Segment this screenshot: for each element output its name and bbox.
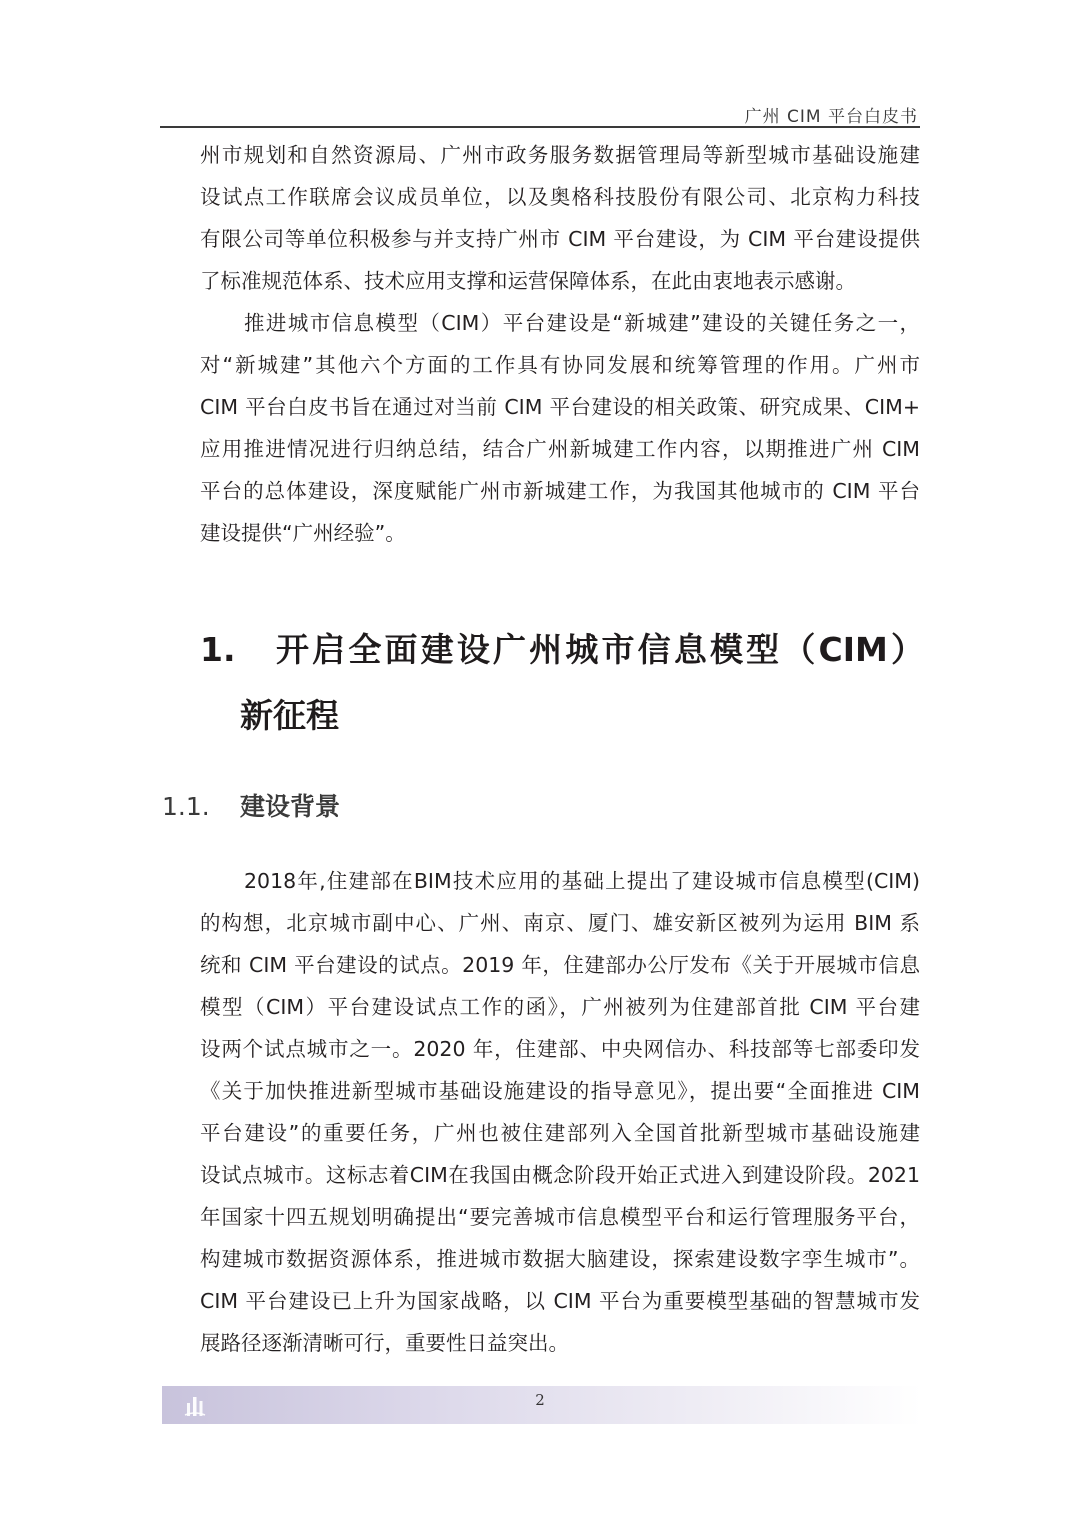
paragraph-line: CIM 平台建设已上升为国家战略，以 CIM 平台为重要模型基础的智慧城市发: [200, 1289, 920, 1313]
subsection-number: 1.1.: [162, 792, 210, 821]
subsection-title: 建设背景: [240, 792, 341, 821]
paragraph-line: 《关于加快推进新型城市基础设施建设的指导意见》，提出要“全面推进 CIM: [200, 1079, 920, 1103]
paragraph-line: 的构想，北京城市副中心、广州、南京、厦门、雄安新区被列为运用 BIM 系: [200, 911, 920, 935]
paragraph-line: 建设提供“广州经验”。: [200, 521, 406, 545]
paragraph-line: 统和 CIM 平台建设的试点。2019 年，住建部办公厅发布《关于开展城市信息: [200, 953, 920, 977]
paragraph-line: 设试点工作联席会议成员单位，以及奥格科技股份有限公司、北京构力科技: [200, 185, 920, 209]
building-logo-icon: [184, 1394, 206, 1418]
paragraph-line: 模型（CIM）平台建设试点工作的函》，广州被列为住建部首批 CIM 平台建: [200, 995, 920, 1019]
paragraph-line: CIM 平台白皮书旨在通过对当前 CIM 平台建设的相关政策、研究成果、CIM+: [200, 395, 920, 419]
section-title-continued: 新征程: [240, 696, 339, 735]
section-title: 开启全面建设广州城市信息模型（CIM）: [276, 630, 924, 669]
paragraph-line: 州市规划和自然资源局、广州市政务服务数据管理局等新型城市基础设施建: [200, 143, 920, 167]
running-header: 广州 CIM 平台白皮书: [744, 107, 918, 127]
header-divider: [160, 126, 920, 128]
paragraph-line: 推进城市信息模型（CIM）平台建设是“新城建”建设的关键任务之一，: [244, 311, 920, 335]
page-number: 2: [535, 1391, 545, 1409]
paragraph-line: 2018年,住建部在BIM技术应用的基础上提出了建设城市信息模型(CIM): [244, 869, 920, 893]
paragraph-line: 设两个试点城市之一。2020 年，住建部、中央网信办、科技部等七部委印发: [200, 1037, 920, 1061]
paragraph-line: 应用推进情况进行归纳总结，结合广州新城建工作内容，以期推进广州 CIM: [200, 437, 920, 461]
paragraph-line: 平台的总体建设，深度赋能广州市新城建工作，为我国其他城市的 CIM 平台: [200, 479, 920, 503]
paragraph-line: 有限公司等单位积极参与并支持广州市 CIM 平台建设，为 CIM 平台建设提供: [200, 227, 920, 251]
paragraph-line: 了标准规范体系、技术应用支撑和运营保障体系，在此由衷地表示感谢。: [200, 269, 856, 293]
paragraph-line: 展路径逐渐清晰可行，重要性日益突出。: [200, 1331, 569, 1355]
paragraph-line: 平台建设”的重要任务，广州也被住建部列入全国首批新型城市基础设施建: [200, 1121, 920, 1145]
paragraph-line: 构建城市数据资源体系，推进城市数据大脑建设，探索建设数字孪生城市”。: [200, 1247, 920, 1271]
paragraph-line: 对“新城建”其他六个方面的工作具有协同发展和统筹管理的作用。广州市: [200, 353, 920, 377]
section-number: 1.: [200, 630, 236, 669]
paragraph-line: 设试点城市。这标志着CIM在我国由概念阶段开始正式进入到建设阶段。2021: [200, 1163, 920, 1187]
paragraph-line: 年国家十四五规划明确提出“要完善城市信息模型平台和运行管理服务平台，: [200, 1205, 920, 1229]
